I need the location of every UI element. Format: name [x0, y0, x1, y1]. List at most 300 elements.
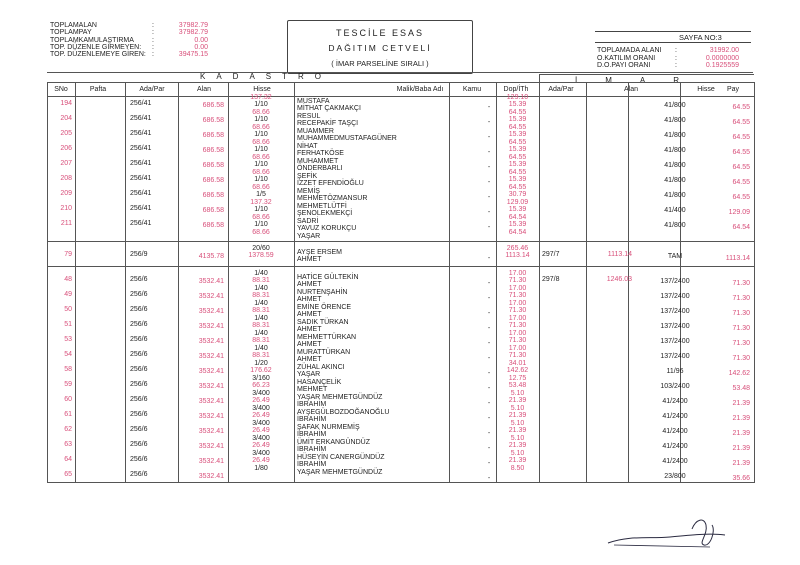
row-kamu: - [487, 149, 491, 156]
row-malik: MUAMMER [297, 128, 334, 135]
summary-right-colon: : [675, 54, 677, 62]
row-dop: 15.39 [508, 131, 527, 138]
row-sno: 63 [64, 441, 72, 448]
row-alan: 3532.41 [198, 353, 224, 360]
row-imar-hisse: 41/800 [664, 147, 686, 154]
row-malik: MEHMETÖZMANSUR [297, 195, 368, 202]
row-malik: ZÜHAL AKINCI [297, 364, 345, 371]
row-dop-tail: 64.54 [508, 229, 527, 236]
row-alan: 686.58 [202, 177, 224, 184]
row-malik: AHMET [297, 256, 322, 263]
row-sno: 61 [64, 411, 72, 418]
row-sno: 62 [64, 426, 72, 433]
signature-block [600, 500, 740, 555]
row-imar-hisse: 41/800 [664, 192, 686, 199]
row-sno: 194 [60, 100, 72, 107]
row-pay: 142.62 [728, 370, 750, 377]
row-imar-hisse: 41/800 [664, 177, 686, 184]
row-dop: 265.46 [506, 245, 529, 252]
row-malik: AHMET [297, 326, 322, 333]
row-malik: AYŞE ERSEM [297, 249, 342, 256]
row-imar-hisse: 137/2400 [660, 338, 690, 345]
row-dop: 8.50 [510, 465, 525, 472]
summary-left [50, 22, 210, 62]
row-malik: ŞENOLEKMEKÇİ [297, 210, 353, 217]
row-hisse-tail: 68.66 [252, 229, 270, 236]
row-hisse: 26.49 [252, 427, 270, 434]
row-sno: 50 [64, 306, 72, 313]
row-kamu: - [487, 194, 491, 201]
row-alan: 3532.41 [198, 278, 224, 285]
row-malik: MEHMETTÜRKAN [297, 334, 357, 341]
row-kamu: - [487, 460, 491, 467]
row-hisse: 68.66 [252, 214, 270, 221]
summary-left-colon: : [152, 22, 154, 29]
row-sno: 64 [64, 456, 72, 463]
row-malik: HASANÇELİK [297, 379, 342, 386]
summary-right-divider-2 [595, 42, 751, 43]
row-pay: 71.30 [732, 325, 750, 332]
row-malik: MEHMET [297, 386, 328, 393]
col-header-imar_hisse: Hisse [697, 86, 715, 93]
row-sno: 206 [60, 145, 72, 152]
row-hisse: 3/400 [252, 435, 270, 442]
row-ada-par: 256/6 [130, 276, 148, 283]
row-sno: 209 [60, 190, 72, 197]
row-imar-ada: 297/7 [542, 251, 560, 258]
row-dop: 71.30 [508, 277, 527, 284]
row-imar-hisse: 137/2400 [660, 353, 690, 360]
row-dop: 15.39 [508, 221, 527, 228]
row-kamu: - [487, 119, 491, 126]
row-malik: FERHATKÖSE [297, 150, 344, 157]
row-hisse: 1/10 [254, 206, 268, 213]
row-hisse: 1/40 [254, 345, 268, 352]
row-malik: NİHAT [297, 143, 318, 150]
row-ada-par: 256/41 [130, 100, 152, 107]
section-kadastro: KADASTRO [200, 72, 333, 81]
row-alan: 3532.41 [198, 293, 224, 300]
row-hisse: 68.66 [252, 154, 270, 161]
row-hisse: 3/400 [252, 450, 270, 457]
row-imar-hisse: 41/800 [664, 102, 686, 109]
summary-left-label: TOP. DÜZENLEMEYE GİREN: [50, 51, 146, 59]
row-sno: 53 [64, 336, 72, 343]
row-dop: 142.62 [506, 367, 529, 374]
row-malik: AHMET [297, 356, 322, 363]
row-hisse: 88.31 [252, 307, 270, 314]
row-alan: 686.58 [202, 147, 224, 154]
row-ada-par: 256/41 [130, 130, 152, 137]
summary-left-label: TOP. DÜZENLE GİRMEYEN: [50, 43, 142, 51]
row-kamu: - [487, 385, 491, 392]
group-divider [48, 266, 754, 267]
col-header-pafta: Pafta [89, 86, 107, 93]
row-malik: YAVUZ KORUKÇU [297, 225, 357, 232]
row-malik: NURTENŞAHİN [297, 289, 348, 296]
row-imar-hisse: 41/2400 [662, 413, 688, 420]
row-malik: MUHAMMEDMUSTAFAGÜNER [297, 135, 397, 142]
row-ada-par: 256/6 [130, 321, 148, 328]
row-pay: 53.48 [732, 385, 750, 392]
row-hisse: 1/20 [254, 360, 268, 367]
title-box [287, 20, 473, 74]
row-imar-hisse: 41/2400 [662, 443, 688, 450]
row-hisse: 137.32 [250, 94, 272, 101]
row-pay: 21.39 [732, 400, 750, 407]
row-pay: 21.39 [732, 445, 750, 452]
row-kamu: - [487, 415, 491, 422]
summary-left-value: 0.00 [194, 36, 208, 44]
row-alan: 686.58 [202, 132, 224, 139]
row-alan: 3532.41 [198, 413, 224, 420]
row-ada-par: 256/41 [130, 220, 152, 227]
row-ada-par: 256/6 [130, 306, 148, 313]
row-sno: 65 [64, 471, 72, 478]
row-ada-par: 256/41 [130, 160, 152, 167]
row-hisse: 1/10 [254, 146, 268, 153]
row-alan: 686.58 [202, 102, 224, 109]
row-dop: 5.10 [510, 390, 525, 397]
header-top-rule [47, 72, 753, 73]
row-dop: 71.30 [508, 292, 527, 299]
row-alan: 3532.41 [198, 458, 224, 465]
row-kamu: - [487, 280, 491, 287]
row-malik: AYŞEGÜLBOZDOĞANOĞLU [297, 409, 390, 416]
row-dop: 53.48 [508, 382, 527, 389]
row-hisse: 1/10 [254, 131, 268, 138]
row-pay: 35.66 [732, 475, 750, 482]
row-sno: 58 [64, 366, 72, 373]
row-dop: 129.10 [506, 94, 529, 101]
row-malik: AHMET [297, 281, 322, 288]
row-pay: 64.55 [732, 149, 750, 156]
row-alan: 3532.41 [198, 443, 224, 450]
row-hisse: 1/10 [254, 161, 268, 168]
row-dop: 5.10 [510, 405, 525, 412]
row-dop: 15.39 [508, 176, 527, 183]
row-sno: 51 [64, 321, 72, 328]
row-dop: 64.55 [508, 124, 527, 131]
row-ada-par: 256/6 [130, 471, 148, 478]
row-malik: MURATTÜRKAN [297, 349, 351, 356]
col-divider [125, 82, 126, 482]
row-hisse: 88.31 [252, 337, 270, 344]
row-malik: MEMİŞ [297, 188, 320, 195]
row-malik: SADIK TÜRKAN [297, 319, 349, 326]
col-header-imar_ada: Ada/Par [548, 86, 574, 93]
row-alan: 686.58 [202, 207, 224, 214]
summary-left-value: 39475.15 [178, 51, 208, 59]
row-imar-hisse: 41/800 [664, 132, 686, 139]
row-dop: 21.39 [508, 397, 527, 404]
row-dop: 129.09 [506, 199, 529, 206]
row-alan: 3532.41 [198, 398, 224, 405]
row-alan: 686.58 [202, 192, 224, 199]
row-pay: 64.54 [732, 224, 750, 231]
row-kamu: - [487, 325, 491, 332]
summary-right-divider [595, 31, 751, 32]
row-pay: 21.39 [732, 430, 750, 437]
row-ada-par: 256/6 [130, 291, 148, 298]
summary-right-value: 0.1925559 [705, 62, 739, 70]
title-line2: DAĞITIM CETVELİ [328, 43, 432, 53]
row-hisse: 26.49 [252, 442, 270, 449]
row-malik: MEHMETLÜTFİ [297, 203, 347, 210]
row-alan: 4135.78 [198, 253, 224, 260]
row-dop: 5.10 [510, 450, 525, 457]
row-pay: 21.39 [732, 460, 750, 467]
row-malik: SADRİ [297, 218, 319, 225]
row-hisse: 1/40 [254, 270, 268, 277]
row-alan: 3532.41 [198, 428, 224, 435]
row-dop: 17.00 [508, 315, 527, 322]
row-imar-hisse: 41/800 [664, 117, 686, 124]
row-hisse: 68.66 [252, 169, 270, 176]
row-ada-par: 256/6 [130, 411, 148, 418]
row-imar-ada: 297/8 [542, 276, 560, 283]
col-header-pay: Pay [726, 86, 740, 93]
summary-left-colon: : [152, 36, 154, 44]
row-malik: İBRAHİM [297, 446, 327, 453]
row-dop: 21.39 [508, 442, 527, 449]
summary-left-colon: : [152, 43, 154, 51]
row-ada-par: 256/41 [130, 205, 152, 212]
row-malik: HÜSEYİN CANERGÜNDÜZ [297, 454, 385, 461]
row-imar-hisse: 11/96 [666, 368, 684, 375]
row-ada-par: 256/9 [130, 251, 148, 258]
row-alan: 686.58 [202, 162, 224, 169]
row-ada-par: 256/6 [130, 396, 148, 403]
row-pay: 71.30 [732, 310, 750, 317]
signature-scribble-icon [600, 505, 740, 555]
col-header-hisse: Hisse [253, 86, 271, 93]
row-ada-par: 256/6 [130, 381, 148, 388]
section-imar: İMAR [575, 76, 707, 85]
row-malik: İBRAHİM [297, 416, 327, 423]
col-divider [539, 82, 540, 482]
row-hisse: 3/400 [252, 420, 270, 427]
row-dop: 15.39 [508, 206, 527, 213]
row-imar-hisse: 41/2400 [662, 398, 688, 405]
row-dop: 12.75 [508, 375, 527, 382]
row-dop: 64.55 [508, 184, 527, 191]
row-alan: 3532.41 [198, 323, 224, 330]
row-imar-hisse: 137/2400 [660, 323, 690, 330]
col-divider [75, 82, 76, 482]
row-hisse: 137.32 [250, 199, 272, 206]
row-malik: İBRAHİM [297, 431, 327, 438]
row-dop: 64.55 [508, 109, 527, 116]
row-malik: ÖNDERBARLI [297, 165, 343, 172]
row-dop: 17.00 [508, 270, 527, 277]
row-kamu: - [487, 400, 491, 407]
row-sno: 59 [64, 381, 72, 388]
row-kamu: - [487, 355, 491, 362]
row-hisse: 68.66 [252, 109, 270, 116]
row-dop: 21.39 [508, 427, 527, 434]
row-kamu: - [487, 134, 491, 141]
row-malik: İBRAHİM [297, 461, 327, 468]
title-line1: TESCİLE ESAS [335, 28, 425, 38]
row-hisse: 88.31 [252, 352, 270, 359]
row-malik: İBRAHİM [297, 401, 327, 408]
row-hisse: 66.23 [252, 382, 270, 389]
row-sno: 210 [60, 205, 72, 212]
row-imar-alan: 1246.03 [606, 276, 632, 283]
col-header-malik: Malik/Baba Adı [396, 86, 444, 93]
row-malik: AHMET [297, 341, 322, 348]
row-ada-par: 256/41 [130, 115, 152, 122]
row-ada-par: 256/6 [130, 366, 148, 373]
row-kamu: - [487, 164, 491, 171]
row-dop: 17.00 [508, 300, 527, 307]
row-pay: 71.30 [732, 295, 750, 302]
summary-right-colon: : [675, 47, 677, 54]
row-imar-hisse: 137/2400 [660, 278, 690, 285]
col-header-alan: Alan [196, 86, 211, 93]
summary-right-label: D.O.PAYI ORANI [597, 62, 651, 70]
row-dop: 17.00 [508, 345, 527, 352]
summary-left-label: TOPLAMALAN [50, 22, 97, 29]
row-imar-hisse: 41/400 [664, 207, 686, 214]
summary-right-value: 0.0000000 [705, 54, 739, 62]
row-hisse: 88.31 [252, 322, 270, 329]
row-dop: 64.55 [508, 154, 527, 161]
distribution-table [47, 82, 755, 483]
row-hisse: 1/10 [254, 101, 268, 108]
row-dop: 64.55 [508, 169, 527, 176]
row-pay: 21.39 [732, 415, 750, 422]
row-malik: ŞEFİK [297, 173, 318, 180]
row-dop: 17.00 [508, 285, 527, 292]
row-pay: 64.55 [732, 194, 750, 201]
row-dop: 15.39 [508, 116, 527, 123]
row-ada-par: 256/6 [130, 426, 148, 433]
row-dop: 1113.14 [505, 252, 530, 259]
row-hisse: 68.66 [252, 124, 270, 131]
row-hisse: 3/160 [252, 375, 270, 382]
row-hisse: 3/400 [252, 405, 270, 412]
summary-left-colon: : [152, 51, 154, 59]
header-rule-top [48, 82, 754, 83]
row-malik: ŞAFAK NURMEMİŞ [297, 424, 360, 431]
row-hisse: 88.31 [252, 277, 270, 284]
col-divider [294, 82, 295, 482]
row-dop: 64.55 [508, 139, 527, 146]
row-hisse: 1/10 [254, 221, 268, 228]
row-imar-hisse: 23/800 [664, 473, 686, 480]
row-imar-hisse: 137/2400 [660, 293, 690, 300]
row-hisse: 20/60 [252, 245, 270, 252]
row-hisse: 1/40 [254, 315, 268, 322]
summary-left-label: TOPLAMKAMULAŞTIRMA [50, 36, 134, 44]
row-pay: 71.30 [732, 355, 750, 362]
row-malik: YAŞAR MEHMETGÜNDÜZ [297, 469, 383, 476]
row-kamu: - [487, 224, 491, 231]
row-dop: 34.01 [508, 360, 527, 367]
col-header-kamu: Kamu [462, 86, 482, 93]
row-hisse: 26.49 [252, 457, 270, 464]
row-malik: MİTHAT ÇAKMAKÇI [297, 105, 361, 112]
col-header-dop: Dop/İTh [503, 86, 529, 93]
row-ada-par: 256/6 [130, 456, 148, 463]
row-pay: 71.30 [732, 340, 750, 347]
col-header-imar_alan: Alan [623, 86, 638, 93]
page-number: SAYFA NO:3 [679, 33, 722, 42]
row-malik: HATİCE GÜLTEKİN [297, 274, 359, 281]
summary-right-box [595, 25, 751, 72]
imar-divider [539, 74, 540, 82]
row-dop: 5.10 [510, 435, 525, 442]
summary-right-colon: : [675, 62, 677, 70]
row-hisse: 68.66 [252, 139, 270, 146]
row-malik: RECEPAKİF TAŞÇI [297, 120, 359, 127]
row-kamu: - [487, 370, 491, 377]
row-dop: 30.79 [508, 191, 527, 198]
row-hisse: 3/400 [252, 390, 270, 397]
row-imar-hisse: 41/800 [664, 162, 686, 169]
row-kamu: - [487, 179, 491, 186]
row-hisse: 176.62 [250, 367, 272, 374]
row-pay: 64.55 [732, 179, 750, 186]
row-hisse: 1/40 [254, 330, 268, 337]
row-pay: 71.30 [732, 280, 750, 287]
row-dop: 64.54 [508, 214, 527, 221]
row-hisse: 1/40 [254, 300, 268, 307]
summary-left-label: TOPLAMPAY [50, 29, 92, 37]
row-malik: ÜMİT ERKANGÜNDÜZ [297, 439, 370, 446]
row-ada-par: 256/6 [130, 351, 148, 358]
row-imar-hisse: 41/2400 [662, 428, 688, 435]
row-alan: 686.58 [202, 222, 224, 229]
row-sno: 60 [64, 396, 72, 403]
row-hisse: 68.66 [252, 184, 270, 191]
row-hisse: 1/10 [254, 176, 268, 183]
row-hisse: 1/5 [256, 191, 266, 198]
row-malik: AHMET [297, 296, 322, 303]
row-ada-par: 256/41 [130, 190, 152, 197]
summary-left-value: 37982.79 [178, 29, 208, 37]
row-sno: 208 [60, 175, 72, 182]
row-dop: 15.39 [508, 101, 527, 108]
row-hisse: 26.49 [252, 397, 270, 404]
row-dop: 21.39 [508, 412, 527, 419]
title-line3: ( İMAR PARSELİNE SIRALI ) [331, 59, 429, 68]
row-hisse: 1/40 [254, 285, 268, 292]
row-malik: YAŞAR MEHMETGÜNDÜZ [297, 394, 383, 401]
row-pay: 64.55 [732, 164, 750, 171]
row-ada-par: 256/41 [130, 175, 152, 182]
col-header-sno: SNo [54, 86, 68, 93]
row-dop: 71.30 [508, 352, 527, 359]
row-kamu: - [487, 340, 491, 347]
row-dop: 17.00 [508, 330, 527, 337]
row-hisse: 26.49 [252, 412, 270, 419]
row-dop: 15.39 [508, 161, 527, 168]
group-divider [48, 241, 754, 242]
row-imar-alan: 1113.14 [607, 251, 632, 258]
row-pay: 64.55 [732, 119, 750, 126]
col-header-ada_par: Ada/Par [139, 86, 165, 93]
row-alan: 3532.41 [198, 368, 224, 375]
imar-rule [539, 74, 754, 75]
row-sno: 54 [64, 351, 72, 358]
row-dop: 71.30 [508, 337, 527, 344]
summary-left-value: 37982.79 [178, 22, 208, 29]
row-hisse: 1378.59 [248, 252, 274, 259]
row-imar-hisse: 137/2400 [660, 308, 690, 315]
